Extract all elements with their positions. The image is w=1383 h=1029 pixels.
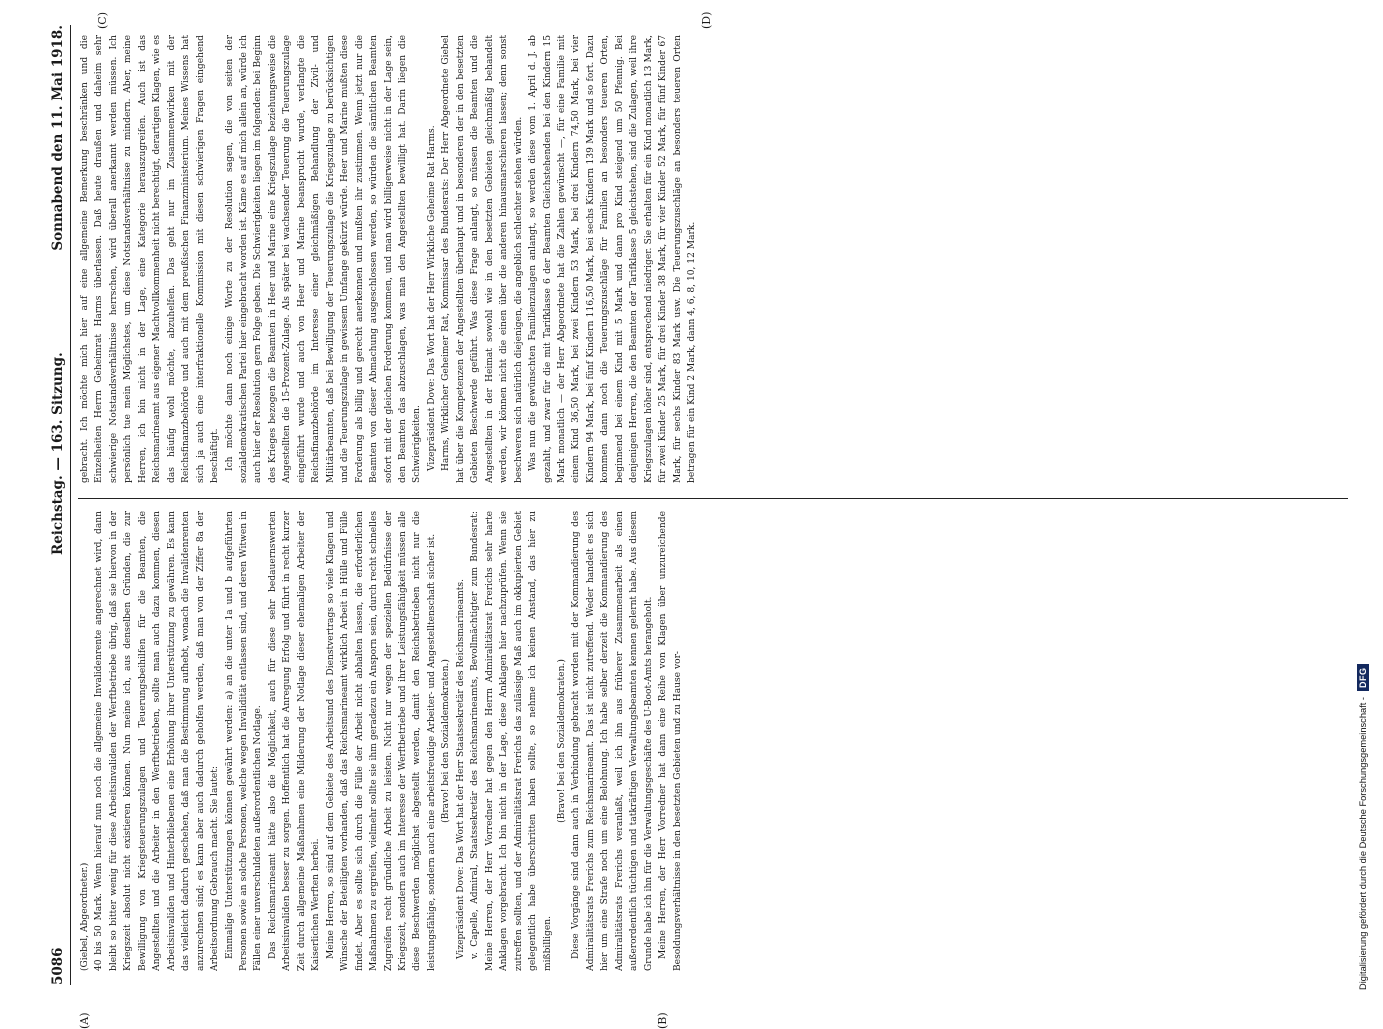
page-number: 5086 <box>50 947 66 985</box>
rotated-document-page <box>48 11 1348 1029</box>
margin-marker-b: (B) <box>656 1012 669 1029</box>
left-text-column <box>78 511 1348 971</box>
paragraph: Meine Herren, so sind auf dem Gebiete des Arbeitsund des Dienstvertrags so viele Klagen und Wünsche der Beteiligten vorhanden, daß das Reichsmarineamt wirklich Arbeit in Hülle und Fülle findet. Aber es sollte sich durch die Fülle der Arbeit nicht abhalten lassen, die erforderlichen Maßnahmen zu ergreifen, vielmehr sollte sie ihm geradezu ein Ansporn sein, durch recht schnelles Zugreifen recht gründliche Arbeit zu leisten. Nicht nur wegen der speziellen Bedürfnisse der Kriegszeit, sondern auch im Interesse der Werftbetriebe und ihrer Leistungsfähigkeit müssen alle diese Beschwerden möglichst abgestellt werden, damit den Reichsbetrieben nicht nur die leistungsfähige, sondern auch eine arbeitsfreudige Arbeiter- und Angestelltenschaft sicher ist. <box>325 511 437 971</box>
attribution-text: Digitalisierung gefördert durch die Deutsche Forschungsgemeinschaft - <box>1358 696 1368 990</box>
interjection: (Bravo! bei den Sozialdemokraten.) <box>441 659 452 823</box>
speech-paragraph: Was nun die gewünschten Familienzulagen anlangt, so werden diese vom 1. April d. J. ab gezahlt, und zwar für die mit Tarifklasse 6 der Beamten Gleichstehenden bei den Kindern 15 Mark monatlich — der Herr Abgeordnete hat die Zahlen gewünscht —, für eine Familie mit einem Kind 36,50 Mark, bei zwei Kindern 53 Mark, bei drei Kindern 74,50 Mark, bei vier Kindern 94 Mark, bei fünf Kindern 116,50 Mark, bei sechs Kindern 139 Mark und so fort. Dazu kommen dann noch die Teuerungszuschläge für Familien an besonders teueren Orten, beginnend bei einem Kind mit 5 Mark und dann pro Kind steigend um 50 Pfennig. Bei denjenigen Herren, die den Beamten der Tarifklasse 5 gleichstehen, sind die Zulagen, weil ihre Kriegszulagen höher sind, entsprechend niedriger. Sie erhalten für ein Kind monatlich 13 Mark, für zwei Kinder 25 Mark, für drei Kinder 38 Mark, für vier Kinder 52 Mark, für fünf Kinder 67 Mark, für sechs Kinder 83 Mark usw. Die Teuerungszuschläge an besonders teueren Orten betragen für ein Kind 2 Mark, dann 4, 6, 8, 10, 12 Mark. <box>528 35 698 483</box>
session-date: Sonnabend den 11. Mai 1918. <box>50 25 66 251</box>
margin-marker-c: (C) <box>96 12 109 29</box>
speech-paragraph: Ich möchte dann noch einige Worte zu der Resolution sagen, die von seiten der sozialdemokratischen Partei hier eingebracht worden ist. Käme es auf mich allein an, würde ich auch hier der Resolution gern Folge geben. Die Schwierigkeiten liegen im folgenden: bei Beginn des Krieges bezogen die Beamten in Heer und Marine eine Kriegszulage beziehungsweise die Angestellten die 15-Prozent-Zulage. Als später bei wachsender Teuerung die Teuerungszulage eingeführt wurde und auch von Heer und Marine beansprucht wurde, verlangte die Reichsfinanzbehörde im Interesse einer gleichmäßigen Behandlung der Zivil- und Militärbeamten, daß bei Bewilligung der Teuerungszulage die Kriegszulage zu berücksichtigen und die Teuerungszulage in gewissem Umfange gekürzt würde. Heer und Marine mußten diese Forderung als billig und gerecht anerkennen und mußten ihr zustimmen. Wenn jetzt nur die Beamten von dieser Abmachung ausgeschlossen werden, so würden die sämtlichen Beamten sofort mit der gleichen Forderung kommen, und man wird billigerweise nicht in der Lage sein, den Beamten das abzuschlagen, was man den Angestellten bewilligt hat. Darin liegen die Schwierigkeiten. <box>224 35 423 483</box>
margin-marker-a: (A) <box>78 1012 91 1029</box>
speaker-turn: Vizepräsident Dove: Das Wort hat der Herr Staatssekretär des Reichsmarineamts. <box>455 579 466 959</box>
session-title: Reichstag. — 163. Sitzung. <box>50 352 66 555</box>
speech-paragraph: gebracht. Ich möchte mich hier auf eine allgemeine Bemerkung beschränken und die Einzelheiten Herrn Geheimrat Harms überlassen. Daß heute draußen und daheim sehr schwierige Notstandsverhältnisse herrschen, wird überall anerkannt werden müssen. Ich persönlich tue mein Möglichstes, um diese Notstandsverhältnisse zu mindern. Aber, meine Herren, ich bin nicht in der Lage, eine Kategorie herauszugreifen. Auch ist das Reichsmarineamt aus eigener Machtvollkommenheit nicht berechtigt, derartigen Klagen, wie es das häufig wohl möchte, abzuhelfen. Das geht nur im Zusammenwirken mit der Reichsfinanzbehörde und auch mit dem preußischen Finanzministerium. Meines Wissens hat sich ja auch eine interfraktionelle Kommission mit diesen schwierigen Fragen eingehend beschäftigt. <box>80 35 221 483</box>
speech-paragraph: Harms, Wirklicher Geheimer Rat, Kommissar des Bundesrats: Der Herr Abgeordnete Giebel hat über die Kompetenzen der Angestellten überhaupt und in besonderen der in den besetzten Gebieten Beschwerde geführt. Was diese Frage anlangt, so müssen die Beamten und die Angestellten in der Heimat sowohl wie in den besetzten Gebieten gleichmäßig behandelt werden, wir können nicht die einen über die anderen hinausmarschieren lassen; denn sonst beschweren sich natürlich diejenigen, die angeblich schlechter stehen würden. <box>441 35 524 483</box>
margin-marker-d: (D) <box>700 11 713 29</box>
paragraph: 40 bis 50 Mark. Wenn hierauf nun noch die allgemeine Invalidenrente angerechnet wird, dann bleibt so bitter wenig für diese Arbeitsinvaliden der Werftbetriebe übrig, daß sie hiervon in der Kriegszeit absolut nicht existieren können. Nun meine ich, aus denselben Gründen, die zur Bewilligung von Kriegsteuerungszulagen und Teuerungsbeihilfen für die Beamten, die Angestellten und die Arbeiter in den Werftbetrieben, sollte man auch dazu kommen, diesen Arbeitsinvaliden und Hinterbliebenen eine Erhöhung ihrer Unterstützung zu gewähren. Es kann das vielleicht dadurch geschehen, daß man die Bestimmung aufhebt, wonach die Invalidenrenten anzurechnen sind; es kann aber auch dadurch geholfen werden, daß man von der Ziffer 8a der Arbeitsordnung Gebrauch macht. Sie lautet: <box>94 511 221 971</box>
paragraph: Das Reichsmarineamt hätte also die Möglichkeit, auch für diese sehr bedauernswerten Arbeitsinvaliden besser zu sorgen. Hoffentlich hat die Anregung Erfolg und führt in recht kurzer Zeit durch allgemeine Maßnahmen eine Milderung der Notlage dieser ehemaligen Arbeiter der Kaiserlichen Werften herbei. <box>267 511 322 971</box>
column-divider <box>78 498 1348 499</box>
header-rule <box>70 25 71 985</box>
digitization-attribution <box>1357 664 1369 990</box>
speech-paragraph: v. Capelle, Admiral, Staatssekretär des Reichsmarineamts, Bevollmächtigter zum Bundesrat: Meine Herren, der Herr Vorredner hat gegen den Herrn Admiralitätsrat Frerichs sehr harte Anklagen vorgebracht. Ich bin nicht in der Lage, diese Anklagen hier nachzuprüfen. Wenn sie zutreffen sollten, und der Admiralitätsrat Frerichs das zulässige Maß auch im okkupierten Gebiet gelegentlich habe überschritten haben sollte, so nehme ich keinen Anstand, das hier zu mißbilligen. <box>470 511 553 971</box>
quoted-regulation: Einmalige Unterstützungen können gewährt werden: a) an die unter 1a und b aufgeführten Personen sowie an solche Personen, welche wegen Invalidität entlassen sind, und deren Witwen in Fällen einer unverschuldeten außerordentlichen Notlage. <box>224 511 264 971</box>
dfg-logo: DFG <box>1357 664 1369 691</box>
speech-paragraph: Meine Herren, der Herr Vorredner hat dann eine Reihe von Klagen über unzureichende Besoldungsverhältnisse in den besetzten Gebieten und zu Hause vor- <box>658 511 683 971</box>
interjection: (Bravo! bei den Sozialdemokraten.) <box>556 659 567 823</box>
right-text-column <box>78 35 1348 483</box>
speaker-turn: Vizepräsident Dove: Das Wort hat der Herr Wirkliche Geheime Rat Harms. <box>426 125 437 471</box>
speech-paragraph: Diese Vorgänge sind dann auch in Verbindung gebracht worden mit der Kommandierung des Admiralitätsrats Frerichs zum Reichsmarineamt. Das ist nicht zutreffend. Weder handelt es sich hier um eine Strafe noch um eine Belohnung. Ich habe selber derzeit die Kommandierung des Admiralitätsrats Frerichs veranlaßt, weil ich ihn aus früherer Zusammenarbeit als einen außerordentlich tüchtigen und tatkräftigen Verwaltungsbeamten kennen gelernt habe. Aus diesem Grunde habe ich ihn für die Verwaltungsgeschäfte des U-Boot-Amts herangeholt. <box>571 511 654 971</box>
speaker-note: (Giebel, Abgeordneter.) <box>80 862 90 971</box>
